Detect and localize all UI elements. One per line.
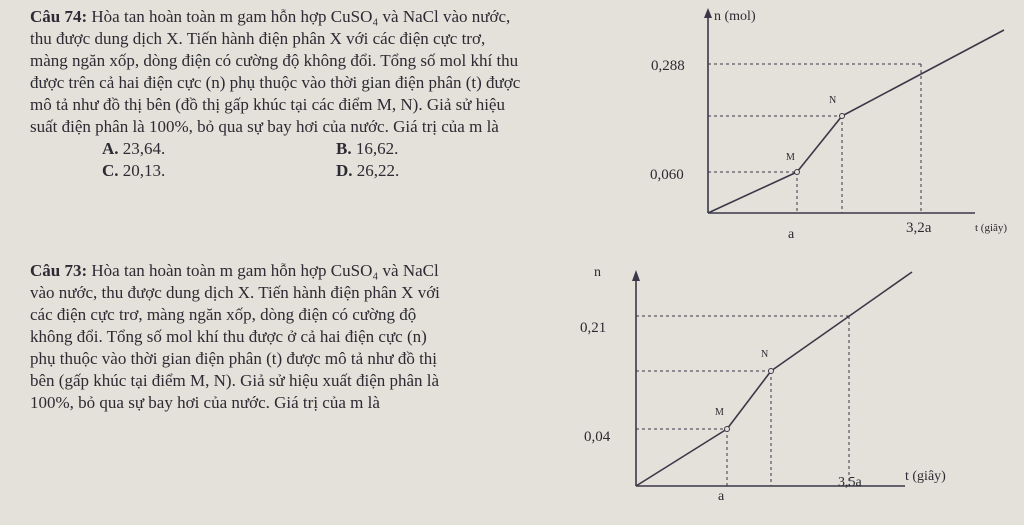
graph-74-label-m: M	[786, 152, 795, 163]
question-73-text: Hòa tan hoàn toàn m gam hỗn hợp CuSO₄ và NaCl	[91, 261, 439, 280]
question-74-text: Hòa tan hoàn toàn m gam hỗn hợp CuSO₄ và NaCl vào nước,	[91, 7, 511, 26]
graph-74-segment-2	[797, 116, 842, 172]
graph-74	[704, 8, 1004, 213]
question-73-line-7: 100%, bỏ qua sự bay hơi của nước. Giá trị của m là	[30, 393, 380, 412]
graph-73-y-label: n	[594, 265, 601, 280]
question-73-title: Câu 73:	[30, 261, 88, 280]
graph-73-y-arrow-icon	[632, 270, 640, 281]
graph-73-segment-1	[636, 429, 727, 486]
graph-73-ytick-004: 0,04	[584, 429, 611, 445]
graph-74-segment-3	[842, 30, 1004, 116]
graph-73-point-m	[725, 427, 730, 432]
question-73-line-6: bên (gấp khúc tại điểm M, N). Giả sử hiệu xuất điện phân là	[30, 371, 440, 390]
option-a-letter: A.	[102, 139, 119, 158]
graph-73-xtick-a: a	[718, 489, 725, 504]
option-c-letter: C.	[102, 161, 119, 180]
graph-74-segment-1	[708, 172, 797, 213]
graph-74-label-n: N	[829, 95, 837, 106]
question-73-line-3: các điện cực trơ, màng ngăn xốp, dòng điện có cường độ	[30, 305, 417, 324]
question-74-line-5: mô tả như đồ thị bên (đồ thị gấp khúc tại các điểm M, N). Giả sử hiệu	[30, 95, 505, 114]
graph-73	[632, 270, 912, 486]
option-b-letter: B.	[336, 139, 352, 158]
graph-74-guides	[708, 64, 921, 213]
question-74-title: Câu 74:	[30, 7, 88, 26]
question-73-line-2: vào nước, thu được dung dịch X. Tiến hành điện phân X với	[30, 283, 440, 302]
graph-74-xtick-a: a	[788, 227, 795, 242]
graph-74-y-arrow-icon	[704, 8, 712, 18]
graph-74-ytick-0060: 0,060	[650, 167, 684, 183]
graph-73-point-n	[769, 369, 774, 374]
option-a-text: 23,64.	[122, 139, 166, 158]
question-73-line-4: không đổi. Tổng số mol khí thu được ở cả hai điện cực (n)	[30, 327, 427, 346]
graph-73-segment-2	[727, 371, 771, 429]
graph-74-x-label: t (giây)	[975, 222, 1008, 234]
question-74-line-4: được trên cả hai điện cực (n) phụ thuộc vào thời gian điện phân (t) được	[30, 73, 521, 92]
graph-74-xtick-32a: 3,2a	[906, 220, 932, 236]
graph-74-point-n	[840, 114, 845, 119]
option-b-text: 16,62.	[355, 139, 399, 158]
question-74-line-6: suất điện phân là 100%, bỏ qua sự bay hơi của nước. Giá trị của m là	[30, 117, 499, 136]
question-73-line-5: phụ thuộc vào thời gian điện phân (t) được mô tả như đồ thị	[30, 349, 438, 368]
option-d-text: 26,22.	[356, 161, 400, 180]
question-74-line-2: thu được dung dịch X. Tiến hành điện phân X với các điện cực trơ,	[30, 29, 486, 48]
graph-73-x-label: t (giây)	[905, 469, 946, 484]
graph-73-guides	[636, 316, 849, 486]
graph-73-segment-3	[771, 272, 912, 371]
graph-74-y-label: n (mol)	[714, 9, 756, 24]
graph-73-label-m: M	[715, 407, 724, 418]
option-c-text: 20,13.	[122, 161, 166, 180]
graph-73-xtick-35a: 3,5a	[838, 475, 862, 490]
graph-73-label-n: N	[761, 349, 769, 360]
graph-74-point-m	[795, 170, 800, 175]
graph-74-ytick-0288: 0,288	[651, 58, 685, 74]
option-d-letter: D.	[336, 161, 353, 180]
question-74-line-3: màng ngăn xốp, dòng điện có cường độ không đổi. Tổng số mol khí thu	[30, 51, 519, 70]
graph-73-ytick-021: 0,21	[580, 320, 607, 336]
